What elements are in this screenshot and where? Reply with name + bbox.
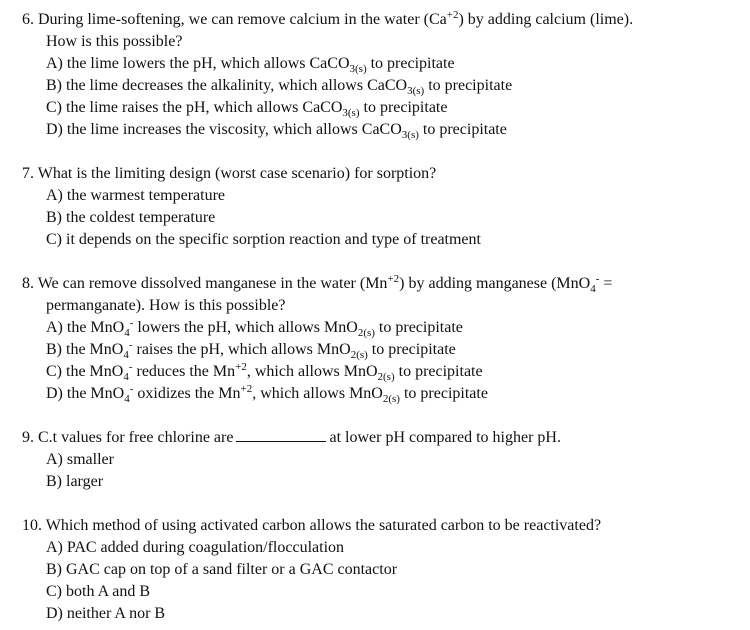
option-10c: C) both A and B xyxy=(46,583,151,600)
question-10-stem-line-1 xyxy=(22,515,737,537)
question-stem: We can remove dissolved manganese in the water $(Mn^{+2})$ by adding manganese (MnO$_4$- = xyxy=(37,272,613,296)
option-7b: B) the coldest temperature xyxy=(46,209,216,226)
option-6d: D) the lime increases the viscosity, which allows CaCO$_{3(s)}$ to precipitate xyxy=(46,121,507,142)
question-9-stem-line-1 xyxy=(22,427,737,449)
question-stem: What is the limiting design (worst case scenario) for sorption? xyxy=(37,165,437,182)
option-7a: A) the warmest temperature xyxy=(46,187,226,204)
question-stem-before-blank: C.t values for free chlorine are xyxy=(38,429,234,446)
question-6-stem-line-1 xyxy=(22,9,737,31)
question-number: 9. xyxy=(22,429,34,446)
question-8-stem-line-1 xyxy=(22,273,737,295)
question-8 xyxy=(22,273,737,405)
question-6 xyxy=(22,9,737,141)
question-7 xyxy=(22,163,737,251)
option-6b: B) the lime decreases the alkalinity, which allows CaCO$_{3(s)}$ to precipitate xyxy=(46,77,513,98)
option-6a: A) the lime lowers the pH, which allows CaCO$_{3(s)}$ to precipitate xyxy=(46,55,455,76)
option-8d: D) the MnO$_4$- oxidizes the $Mn^{+2}$, which allows MnO$_{2(s)}$ to precipitate xyxy=(46,382,488,406)
question-number: 10. xyxy=(22,517,42,534)
option-10d: D) neither A nor B xyxy=(46,605,166,622)
option-10b: B) GAC cap on top of a sand filter or a GAC contactor xyxy=(46,561,398,578)
question-number: 8. xyxy=(22,275,34,292)
option-8c: C) the MnO$_4$- reduces the $Mn^{+2}$, which allows MnO$_{2(s)}$ to precipitate xyxy=(46,360,483,384)
fill-in-blank xyxy=(236,427,326,442)
question-stem: Which method of using activated carbon allows the saturated carbon to be reactivated? xyxy=(45,517,602,534)
question-9 xyxy=(22,427,737,493)
question-7-stem-line-1 xyxy=(22,163,737,185)
option-6c: C) the lime raises the pH, which allows CaCO$_{3(s)}$ to precipitate xyxy=(46,99,448,120)
question-8-stem-line-2: permanganate). How is this possible? xyxy=(46,297,286,314)
option-8a: A) the MnO$_4$- lowers the pH, which allows MnO$_{2(s)}$ to precipitate xyxy=(46,316,463,340)
question-stem: During lime-softening, we can remove calcium in the water $(Ca^{+2})$ by adding calcium (lime). xyxy=(38,8,634,28)
question-stem-after-blank: at lower pH compared to higher pH. xyxy=(329,429,561,446)
question-6-stem-line-2: How is this possible? xyxy=(46,33,183,50)
option-8b: B) the MnO$_4$- raises the pH, which allows MnO$_{2(s)}$ to precipitate xyxy=(46,338,456,362)
option-7c: C) it depends on the specific sorption reaction and type of treatment xyxy=(46,231,481,248)
option-10a: A) PAC added during coagulation/flocculation xyxy=(46,539,345,556)
question-number: 7. xyxy=(22,165,34,182)
question-number: 6. xyxy=(22,11,34,28)
question-10 xyxy=(22,515,737,625)
option-9a: A) smaller xyxy=(46,451,114,468)
option-9b: B) larger xyxy=(46,473,104,490)
